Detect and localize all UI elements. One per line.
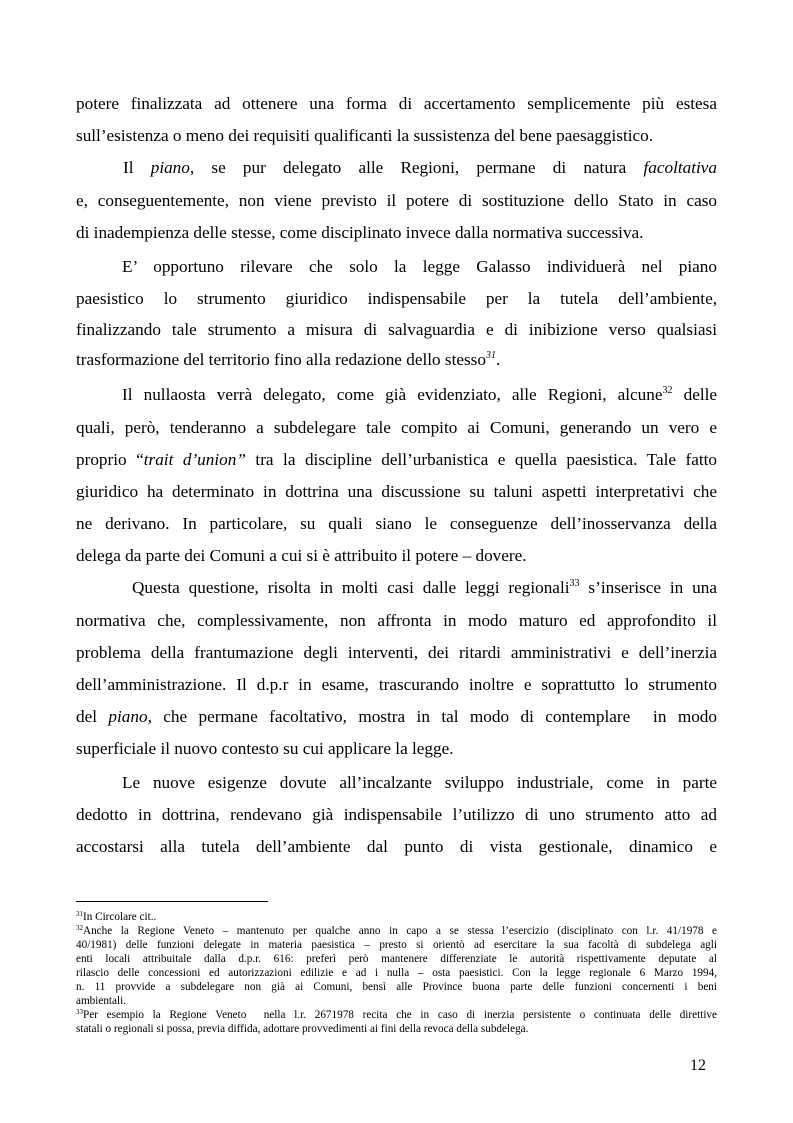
body-line: Le nuove esigenze dovute all’incalzante sviluppo industriale, come in parte bbox=[122, 773, 717, 792]
footnote-line: rilascio delle concessioni ed autorizzazioni edilizie e ad i nulla – osta paesistici. Con la legge regionale 6 Marzo 1994, bbox=[76, 967, 717, 979]
body-line: quali, però, tenderanno a subdelegare tale compito ai Comuni, generando un vero e bbox=[76, 418, 717, 437]
body-line bbox=[76, 450, 717, 470]
body-line: E’ opportuno rilevare che solo la legge Galasso individuerà nel piano bbox=[122, 257, 717, 276]
footnote-32 bbox=[76, 924, 717, 938]
text-run: del bbox=[76, 707, 109, 726]
body-line: accostarsi alla tutela dell’ambiente dal punto di vista gestionale, dinamico e bbox=[76, 837, 717, 856]
body-line bbox=[132, 578, 717, 598]
footnote-line: 40/1981) delle funzioni delegate in materia paesistica – presto si orientò ad esercitare la sua facoltà di subdelega agli bbox=[76, 939, 717, 951]
footnote-number: 33 bbox=[76, 1008, 83, 1016]
footnote-text: Per esempio la Regione Veneto nella l.r. 2671978 recita che in caso di inerzia persistente o continuata delle direttive bbox=[83, 1009, 717, 1021]
body-line: e, conseguentemente, non viene previsto il potere di sostituzione dello Stato in caso bbox=[76, 191, 717, 210]
footnote-line: n. 11 provvide a subdelegare non già ai Comuni, bensì alle Province buona parte delle funzioni concernenti i beni bbox=[76, 981, 717, 993]
body-line: normativa che, complessivamente, non affronta in modo maturo ed approfondito il bbox=[76, 611, 717, 630]
italic-term-trait-d-union: trait d’union” bbox=[143, 450, 246, 469]
text-run: , che permane facoltativo, mostra in tal modo di contemplare in modo bbox=[147, 707, 717, 726]
body-line: finalizzando tale strumento a misura di salvaguardia e di inibizione verso qualsiasi bbox=[76, 320, 717, 339]
body-line: di inadempienza delle stesse, come disciplinato invece dalla normativa successiva. bbox=[76, 223, 644, 242]
text-run: Il nullaosta verrà delegato, come già evidenziato, alle Regioni, alcune bbox=[122, 385, 663, 404]
body-line: dedotto in dottrina, rendevano già indispensabile l’utilizzo di uno strumento atto ad bbox=[76, 805, 717, 824]
text-run: trasformazione del territorio fino alla redazione dello stesso bbox=[76, 350, 486, 369]
italic-term-piano: piano bbox=[108, 707, 148, 726]
footnote-33 bbox=[76, 1008, 717, 1022]
body-line bbox=[123, 158, 717, 178]
footnote-number: 31 bbox=[76, 910, 83, 918]
footnote-ref-33: 33 bbox=[569, 578, 580, 589]
text-run: Il bbox=[123, 158, 151, 177]
footnote-line: ambientali. bbox=[76, 995, 127, 1007]
footnote-number: 32 bbox=[76, 924, 83, 932]
body-line: ne derivano. In particolare, su quali siano le conseguenze dell’inosservanza della bbox=[76, 514, 717, 533]
text-run: Questa questione, risolta in molti casi dalle leggi regionali bbox=[132, 578, 570, 597]
body-line bbox=[122, 385, 717, 405]
body-line: potere finalizzata ad ottenere una forma di accertamento semplicemente più estesa bbox=[76, 94, 717, 113]
text-run: proprio “ bbox=[76, 450, 144, 469]
italic-term-facoltativa: facoltativa bbox=[643, 158, 717, 177]
text-run: delle bbox=[672, 385, 717, 404]
text-run: tra la discipline dell’urbanistica e quella paesistica. Tale fatto bbox=[245, 450, 718, 469]
footnote-ref-32: 32 bbox=[662, 385, 673, 396]
body-line: delega da parte dei Comuni a cui si è attribuito il potere – dovere. bbox=[76, 546, 527, 565]
footnote-text: Anche la Regione Veneto – mantenuto per qualche anno in capo a se stessa l’esercizio (disciplinato con l.r. 41/1978 e bbox=[83, 925, 717, 937]
italic-term-piano: piano bbox=[150, 158, 190, 177]
body-line: superficiale il nuovo contesto su cui applicare la legge. bbox=[76, 739, 454, 758]
body-line: giuridico ha determinato in dottrina una discussione su taluni aspetti interpretativi che bbox=[76, 482, 717, 501]
body-line bbox=[76, 350, 717, 370]
footnote-31 bbox=[76, 910, 717, 924]
body-line: sull’esistenza o meno dei requisiti qualificanti la sussistenza del bene paesaggistico. bbox=[76, 126, 654, 145]
footnote-separator bbox=[76, 901, 268, 902]
body-line: paesistico lo strumento giuridico indispensabile per la tutela dell’ambiente, bbox=[76, 289, 717, 308]
page-number: 12 bbox=[690, 1057, 706, 1074]
footnote-line: enti locali attribuitale dalla d.p.r. 616: preferì però mantenere differenziate le autorità rispettivamente deputate al bbox=[76, 953, 717, 965]
text-run: s’inserisce in una bbox=[579, 578, 718, 597]
footnote-text: In Circolare cit.. bbox=[83, 911, 157, 923]
body-line: problema della frantumazione degli interventi, dei ritardi amministrativi e dell’inerzia bbox=[76, 643, 717, 662]
footnote-ref-31: 31 bbox=[485, 350, 496, 361]
text-run: . bbox=[495, 350, 501, 369]
text-run: , se pur delegato alle Regioni, permane di natura bbox=[189, 158, 644, 177]
body-line: dell’amministrazione. Il d.p.r in esame, trascurando inoltre e soprattutto lo strumento bbox=[76, 675, 717, 694]
body-line bbox=[76, 707, 717, 727]
footnote-line: statali o regionali si possa, previa diffida, adottare provvedimenti ai fini della revoca della subdelega. bbox=[76, 1023, 529, 1035]
